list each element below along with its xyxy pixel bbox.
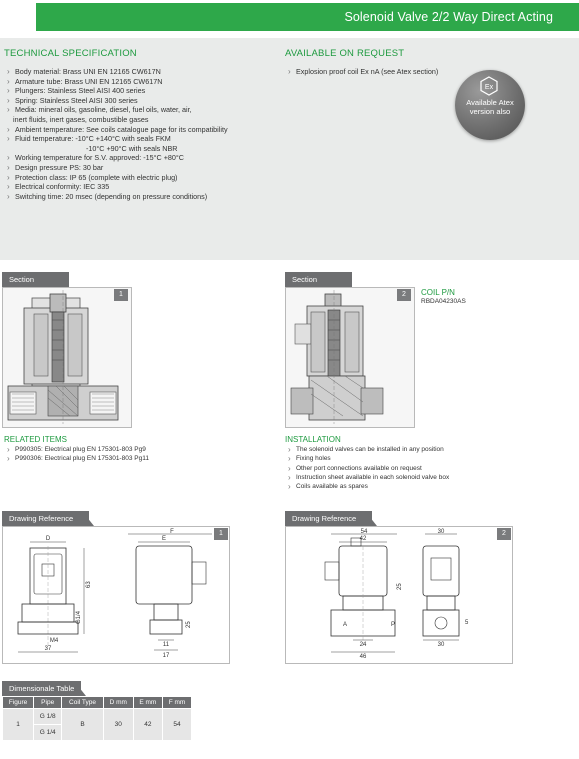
page-title: Solenoid Valve 2/2 Way Direct Acting: [344, 10, 553, 24]
related-items-list: [4, 445, 274, 463]
coil-pn-value: RBDA04230AS: [421, 298, 466, 305]
spec-item: › Design pressure PS: 30 bar: [4, 163, 279, 173]
coil-pn-heading: COIL P/N: [421, 288, 455, 297]
col-figure: Figure: [3, 697, 34, 709]
dim-table-tab-slant: [74, 681, 86, 696]
drawing1-tab: Drawing Reference: [2, 511, 89, 526]
d1-label-D: D: [45, 536, 51, 542]
related-item: › P990306: Electrical plug EN 175301-803 Pg11: [4, 454, 274, 463]
spec-item-continued: inert fluids, inert gases, combustible gases: [13, 114, 149, 124]
d1-label-M4: M4: [49, 638, 59, 644]
d2-label-A: A: [343, 622, 348, 628]
col-d: D mm: [103, 697, 133, 709]
table-row: [3, 709, 192, 725]
spec-item: › Ambient temperature: See coils catalogue page for its compatibility: [4, 125, 279, 135]
cell-coil-type: B: [62, 709, 104, 741]
available-heading: AVAILABLE ON REQUEST: [285, 48, 405, 59]
d1-label-63: 63: [86, 581, 92, 588]
spec-item: › Media: mineral oils, gasoline, diesel, fuel oils, water, air,: [4, 105, 279, 115]
available-item: › Explosion proof coil Ex nA (see Atex section): [285, 67, 455, 77]
available-list: [285, 67, 455, 77]
svg-text:Ex: Ex: [484, 84, 494, 91]
spec-item: › Fluid temperature: -10°C +140°C with seals FKM: [4, 134, 279, 144]
spec-item: › Armature tube: Brass UNI EN 12165 CW617N: [4, 77, 279, 87]
d1-label-G14: G1/4: [76, 610, 82, 624]
related-item: › P990305: Electrical plug EN 175301-803 Pg9: [4, 445, 274, 454]
related-items-heading: RELATED ITEMS: [4, 435, 67, 444]
spec-item: › Working temperature for S.V. approved: -15°C +80°C: [4, 153, 279, 163]
cell-d: 30: [103, 709, 133, 741]
d2-label-24: 24: [359, 642, 367, 648]
spec-item-continued: -10°C +90°C with seals NBR: [86, 143, 178, 153]
drawing1-dimension-drawing: [4, 528, 226, 660]
atex-badge-line2: version also: [469, 107, 511, 116]
installation-item: › Coils available as spares: [285, 482, 575, 491]
section1-panel: [2, 272, 130, 287]
table-header-row: [3, 697, 192, 709]
d1-label-11: 11: [162, 642, 170, 648]
d2-label-25: 25: [397, 583, 403, 590]
installation-list: [285, 445, 575, 491]
col-coil-type: Coil Type: [62, 697, 104, 709]
installation-item: › Instruction sheet available in each solenoid valve box: [285, 473, 575, 482]
cell-f: 54: [163, 709, 192, 741]
d1-label-E: E: [161, 536, 167, 542]
d1-label-37: 37: [44, 646, 52, 652]
drawing2-number: 2: [497, 528, 511, 540]
dimension-table: [2, 696, 192, 741]
section1-cutaway-drawing: [4, 290, 122, 424]
dim-table-tab: Dimensionale Table: [2, 681, 81, 696]
spec-item: › Electrical conformity: IEC 335: [4, 182, 279, 192]
installation-heading: INSTALLATION: [285, 435, 341, 444]
technical-spec-heading: TECHNICAL SPECIFICATION: [4, 48, 137, 59]
d2-label-5: 5: [465, 620, 469, 626]
section2-number: 2: [397, 289, 411, 301]
d2-label-P: P: [391, 622, 396, 628]
cell-pipe: G 1/4: [34, 725, 62, 741]
atex-badge-line1: Available Atex: [466, 98, 514, 107]
section2-tab: Section: [285, 272, 352, 287]
d2-label-46: 46: [359, 654, 367, 660]
col-pipe: Pipe: [34, 697, 62, 709]
cell-pipe: G 1/8: [34, 709, 62, 725]
technical-spec-list: [4, 67, 279, 201]
cell-e: 42: [133, 709, 162, 741]
d1-label-17: 17: [162, 653, 170, 659]
d2-label-30: 30: [437, 529, 445, 535]
installation-item: › Fixing holes: [285, 454, 575, 463]
d1-label-25: 25: [186, 621, 192, 628]
spec-item: › Body material: Brass UNI EN 12165 CW617N: [4, 67, 279, 77]
installation-item: › Other port connections available on request: [285, 464, 575, 473]
atex-badge: [455, 70, 525, 140]
spec-item: › Spring: Stainless Steel AISI 300 series: [4, 96, 279, 106]
section2-panel: [285, 272, 413, 287]
drawing1-tab-slant: [82, 511, 94, 526]
section2-cutaway-drawing: [287, 290, 405, 424]
ex-hexagon-icon: [479, 76, 499, 96]
drawing2-dimension-drawing: [287, 528, 509, 660]
drawing2-tab: Drawing Reference: [285, 511, 372, 526]
spec-item: › Plungers: Stainless Steel AISI 400 series: [4, 86, 279, 96]
drawing2-tab-slant: [365, 511, 377, 526]
drawing1-number: 1: [214, 528, 228, 540]
spec-item: › Protection class: IP 65 (complete with electric plug): [4, 173, 279, 183]
col-e: E mm: [133, 697, 162, 709]
d2-label-54: 54: [360, 529, 368, 535]
header-bar: [0, 0, 579, 34]
spec-item: › Switching time: 20 msec (depending on pressure conditions): [4, 192, 279, 202]
d2-label-30b: 30: [437, 642, 445, 648]
col-f: F mm: [163, 697, 192, 709]
d1-label-F: F: [170, 529, 174, 535]
d2-label-42: 42: [359, 536, 367, 542]
cell-figure: 1: [3, 709, 34, 741]
installation-item: › The solenoid valves can be installed in any position: [285, 445, 575, 454]
section1-number: 1: [114, 289, 128, 301]
section1-tab: Section: [2, 272, 69, 287]
